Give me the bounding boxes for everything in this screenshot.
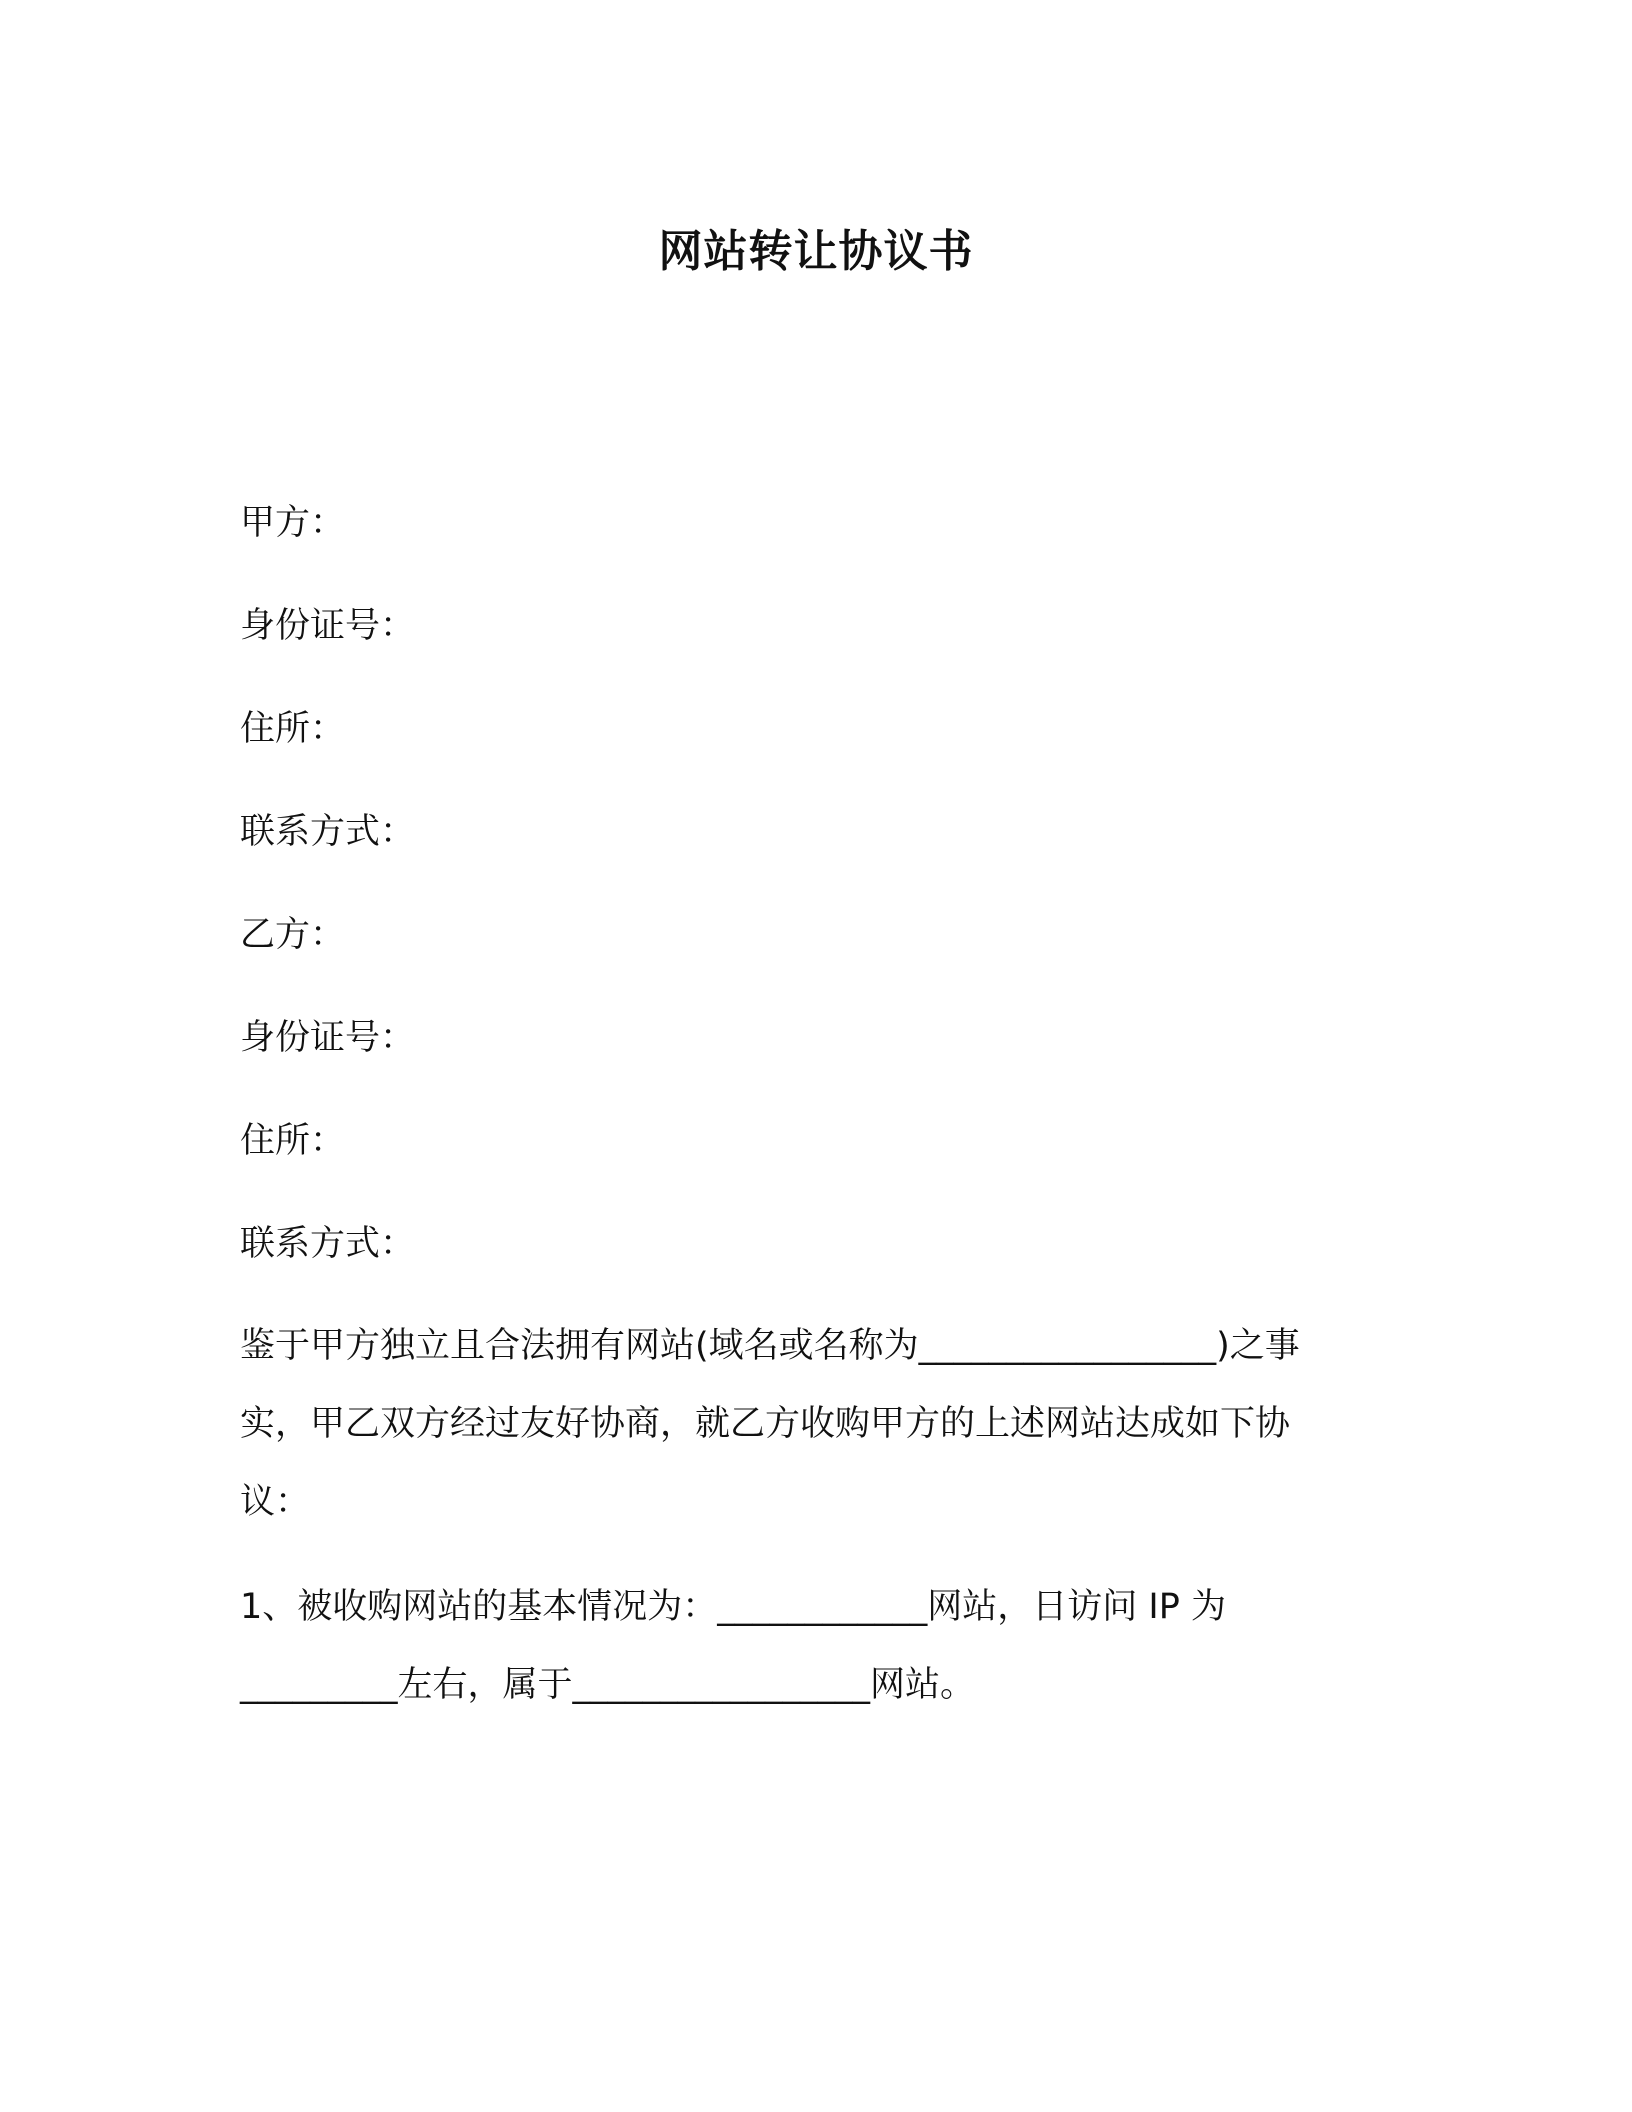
party-a-address-label: 住所： xyxy=(240,709,346,749)
preamble-paragraph xyxy=(240,1307,1390,1541)
party-a-contact-label: 联系方式： xyxy=(240,812,416,852)
party-a-id-label: 身份证号： xyxy=(240,606,416,646)
party-b-label: 乙方： xyxy=(240,915,346,955)
party-b-id-label: 身份证号： xyxy=(240,1018,416,1058)
party-a-label: 甲方： xyxy=(240,503,346,543)
clause-line: 1、被收购网站的基本情况为：____________网站，日访问 IP 为 xyxy=(240,1587,1226,1627)
preamble-line: 议： xyxy=(240,1482,311,1522)
clause-line: _________左右，属于_________________网站。 xyxy=(240,1665,976,1705)
party-b-address-label: 住所： xyxy=(240,1121,346,1161)
party-b-contact-label: 联系方式： xyxy=(240,1224,416,1264)
preamble-line: 鉴于甲方独立且合法拥有网站(域名或名称为_________________)之事 xyxy=(240,1326,1300,1366)
preamble-line: 实，甲乙双方经过友好协商，就乙方收购甲方的上述网站达成如下协 xyxy=(240,1404,1291,1444)
clause-1-paragraph xyxy=(240,1568,1390,1724)
document-title: 网站转让协议书 xyxy=(658,226,974,277)
